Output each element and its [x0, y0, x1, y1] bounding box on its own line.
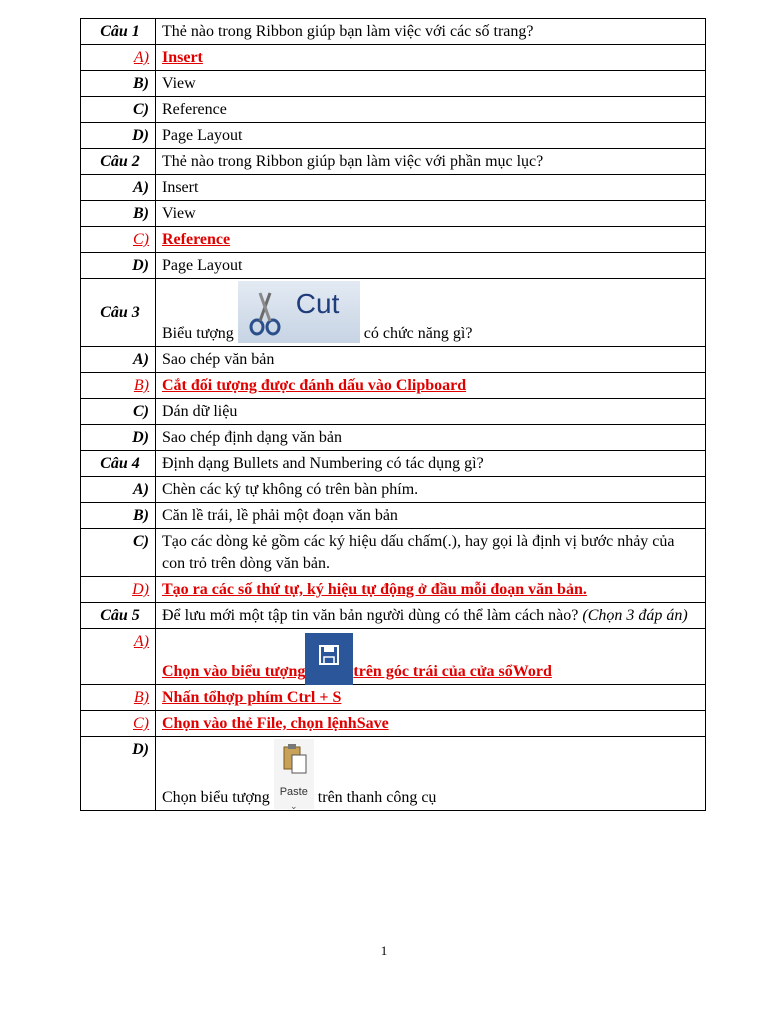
answer-label: B) [81, 201, 156, 227]
answer-text: Tạo các dòng kẻ gồm các ký hiệu dấu chấm(.), hay gọi là định vị bước nhảy của con trỏ trên dòng văn bản. [156, 529, 706, 577]
question-label: Câu 3 [81, 279, 156, 347]
answer-text-correct [156, 629, 706, 685]
answer-label: C) [81, 97, 156, 123]
answer-row [81, 477, 706, 503]
answer-row [81, 175, 706, 201]
answer-text-before: Chọn vào biểu tượng [162, 663, 306, 680]
question-text [156, 279, 706, 347]
answer-row [81, 399, 706, 425]
answer-row [81, 71, 706, 97]
answer-row [81, 97, 706, 123]
question-hint: (Chọn 3 đáp án) [582, 607, 688, 624]
answer-label: A) [81, 347, 156, 373]
question-text: Định dạng Bullets and Numbering có tác dụng gì? [156, 451, 706, 477]
answer-label: B) [81, 685, 156, 711]
answer-text-before: Chọn biểu tượng [162, 789, 270, 806]
answer-text: Dán dữ liệu [156, 399, 706, 425]
answer-text-correct: Reference [162, 231, 231, 248]
paste-icon-label: Paste [279, 786, 308, 798]
answer-label: D) [81, 737, 156, 811]
answer-text: View [156, 71, 706, 97]
answer-text-after: trên góc trái của cửa sổWord [353, 663, 552, 680]
question-label: Câu 1 [81, 19, 156, 45]
answer-text: Căn lề trái, lề phải một đoạn văn bản [156, 503, 706, 529]
answer-text: Page Layout [156, 253, 706, 279]
quiz-table [80, 18, 706, 811]
question-text-before: Biểu tượng [162, 325, 234, 342]
answer-text: Sao chép văn bản [156, 347, 706, 373]
answer-label: C) [81, 227, 156, 253]
answer-row [81, 201, 706, 227]
answer-label: D) [81, 253, 156, 279]
answer-label: B) [81, 373, 156, 399]
answer-text: Insert [156, 175, 706, 201]
answer-text [156, 737, 706, 811]
question-label: Câu 5 [81, 603, 156, 629]
scissors-icon [238, 281, 360, 343]
question-text-main: Để lưu mới một tập tin văn bản người dùng có thể làm cách nào? [162, 607, 579, 624]
answer-row [81, 629, 706, 685]
answer-label: C) [81, 399, 156, 425]
answer-text: Page Layout [156, 123, 706, 149]
question-text-after: có chức năng gì? [363, 325, 473, 342]
answer-row [81, 737, 706, 811]
answer-row [81, 711, 706, 737]
question-row [81, 149, 706, 175]
answer-label: A) [81, 477, 156, 503]
answer-text-correct: Tạo ra các số thứ tự, ký hiệu tự động ở đầu mỗi đoạn văn bản. [162, 581, 587, 598]
question-label: Câu 2 [81, 149, 156, 175]
answer-label: B) [81, 71, 156, 97]
answer-label: A) [81, 175, 156, 201]
answer-label: A) [81, 45, 156, 71]
answer-label: C) [81, 711, 156, 737]
answer-text: View [156, 201, 706, 227]
page-number: 1 [380, 943, 388, 958]
answer-row [81, 577, 706, 603]
answer-text-correct: Cắt đối tượng được đánh dấu vào Clipboard [162, 377, 467, 394]
question-row [81, 279, 706, 347]
clipboard-icon [274, 739, 314, 809]
answer-row [81, 685, 706, 711]
floppy-disk-icon [305, 633, 353, 685]
answer-text: Chèn các ký tự không có trên bàn phím. [156, 477, 706, 503]
answer-row [81, 373, 706, 399]
question-text: Thẻ nào trong Ribbon giúp bạn làm việc với phần mục lục? [156, 149, 706, 175]
answer-label: C) [81, 529, 156, 577]
answer-row [81, 253, 706, 279]
answer-text: Reference [156, 97, 706, 123]
question-row [81, 451, 706, 477]
answer-text-after: trên thanh công cụ [317, 789, 437, 806]
answer-label: D) [81, 123, 156, 149]
answer-row [81, 45, 706, 71]
answer-row [81, 425, 706, 451]
answer-text-correct: Chọn vào thẻ File, chọn lệnhSave [162, 715, 389, 732]
question-text: Thẻ nào trong Ribbon giúp bạn làm việc với các số trang? [156, 19, 706, 45]
answer-text-correct: Insert [162, 49, 203, 66]
answer-label: A) [81, 629, 156, 685]
answer-label: D) [81, 425, 156, 451]
answer-text: Sao chép định dạng văn bản [156, 425, 706, 451]
answer-label: B) [81, 503, 156, 529]
answer-text-correct: Nhấn tổhợp phím Ctrl + S [162, 689, 342, 706]
cut-icon-label: Cut [295, 288, 340, 319]
chevron-down-icon: ⌄ [290, 801, 298, 811]
answer-row [81, 227, 706, 253]
answer-row [81, 503, 706, 529]
question-text [156, 603, 706, 629]
question-row [81, 19, 706, 45]
answer-row [81, 347, 706, 373]
answer-row [81, 123, 706, 149]
answer-row [81, 529, 706, 577]
answer-label: D) [81, 577, 156, 603]
question-label: Câu 4 [81, 451, 156, 477]
question-row [81, 603, 706, 629]
